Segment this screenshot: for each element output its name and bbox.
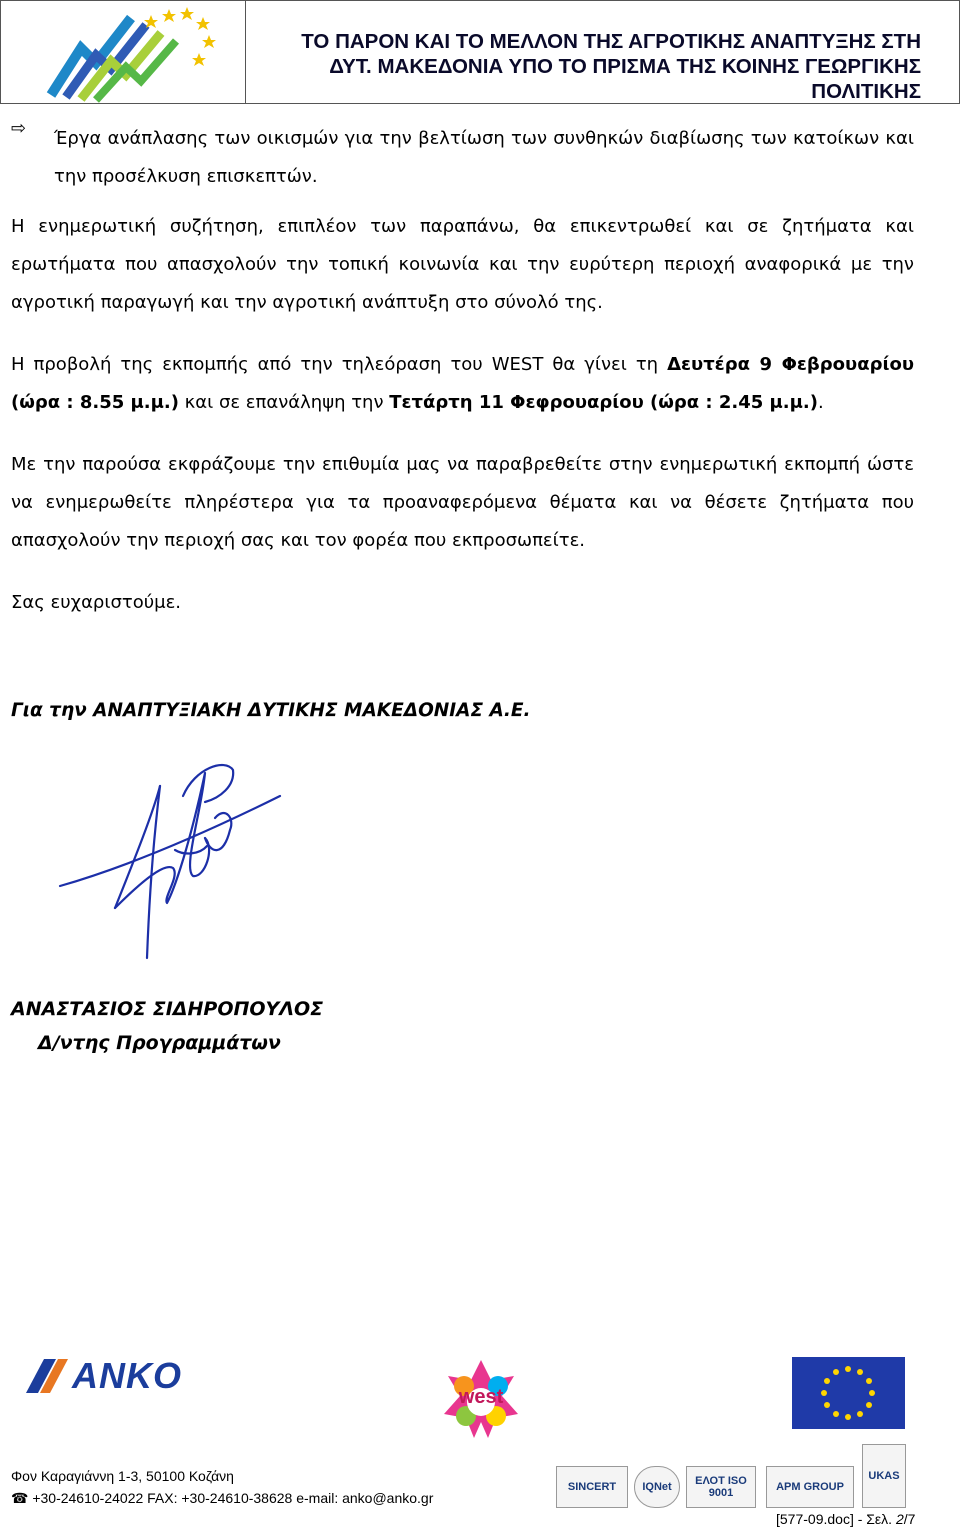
west-logo-text: west <box>458 1386 504 1408</box>
paragraph-invitation: Με την παρούσα εκφράζουμε την επιθυμία μας να παραβρεθείτε στην ενημερωτική εκπομπή ώστε να ενημερωθείτε πληρέστερα για τα προαναφερόμενα θέματα και να θέσετε ζητήματα που απασχολούν την περιοχή σας και τον φορέα που εκπροσωπείτε. <box>11 454 914 551</box>
broadcast-date-1: Δευτέρα 9 Φεβρουαρίου (ώρα : 8.55 μ.μ.) <box>11 354 914 413</box>
west-logo <box>442 1358 520 1440</box>
signer-name: ΑΝΑΣΤΑΣΙΟΣ ΣΙΔΗΡΟΠΟΥΛΟΣ <box>11 998 324 1020</box>
broadcast-date-2: Τετάρτη 11 Φεφρουαρίου (ώρα : 2.45 μ.μ.) <box>389 392 818 413</box>
broadcast-text-3: . <box>817 392 824 413</box>
footer-contact: ☎ +30-24610-24022 FAX: +30-24610-38628 e-mail: anko@anko.gr <box>11 1490 434 1506</box>
broadcast-text-2: και σε επανάληψη την <box>178 392 390 413</box>
footer-page-number: 2 <box>895 1511 904 1527</box>
eu-flag <box>792 1357 905 1429</box>
handwritten-signature <box>55 758 315 968</box>
signature-org-line: Για την ΑΝΑΠΤΥΞΙΑΚΗ ΔΥΤΙΚΗΣ ΜΑΚΕΔΟΝΙΑΣ Α.Ε. <box>11 700 531 721</box>
elot-iso-badge: ΕΛΟΤ ISO 9001 <box>686 1466 756 1508</box>
anko-logo-text: ANKO <box>72 1355 182 1396</box>
anko-logo <box>22 1355 202 1397</box>
footer-page-total: /7 <box>903 1511 916 1527</box>
signer-role: Δ/ντης Προγραμμάτων <box>38 1032 281 1054</box>
footer-doc-ref: [577-09.doc] - Σελ. <box>776 1511 896 1527</box>
paragraph-discussion: Η ενημερωτική συζήτηση, επιπλέον των παραπάνω, θα επικεντρωθεί και σε ζητήματα και ερωτήματα που απασχολούν την τοπική κοινωνία και την ευρύτερη περιοχή αναφορικά με την αγροτική παραγωγή και την αγροτική ανάπτυξη στο σύνολό της. <box>11 216 914 313</box>
footer-address: Φον Καραγιάννη 1-3, 50100 Κοζάνη <box>11 1468 234 1484</box>
footer-page-ref <box>776 1511 915 1527</box>
bullet-text: Έργα ανάπλασης των οικισμών για την βελτίωση των συνθηκών διαβίωσης των κατοίκων και την προσέλκυση επισκεπτών. <box>54 128 914 187</box>
header-title-line1: ΤΟ ΠΑΡΟΝ ΚΑΙ ΤΟ ΜΕΛΛΟΝ ΤΗΣ ΑΓΡΟΤΙΚΗΣ ΑΝΑΠΤΥΞΗΣ ΣΤΗ <box>301 30 921 53</box>
apm-group-badge: APM GROUP <box>766 1466 854 1508</box>
bullet-arrow-icon: ⇨ <box>11 118 27 139</box>
ukas-badge: UKAS <box>862 1444 906 1508</box>
paragraph-broadcast <box>11 346 914 422</box>
header-title <box>251 29 921 104</box>
broadcast-text-1: Η προβολή της εκπομπής από την τηλεόραση του WEST θα γίνει τη <box>11 354 668 375</box>
header-logo-cell <box>1 1 246 103</box>
header-title-line2: ΔΥΤ. ΜΑΚΕΔΟΝΙΑ ΥΠΟ ΤΟ ΠΡΙΣΜΑ ΤΗΣ ΚΟΙΝΗΣ ΓΕΩΡΓΙΚΗΣ ΠΟΛΙΤΙΚΗΣ <box>329 55 921 103</box>
development-logo-icon <box>41 3 241 103</box>
eu-stars-icon <box>792 1357 905 1429</box>
thanks-text: Σας ευχαριστούμε. <box>11 592 182 613</box>
page-header <box>0 0 960 104</box>
sincert-badge: SINCERT <box>556 1466 628 1508</box>
iqnet-badge: IQNet <box>634 1466 680 1508</box>
